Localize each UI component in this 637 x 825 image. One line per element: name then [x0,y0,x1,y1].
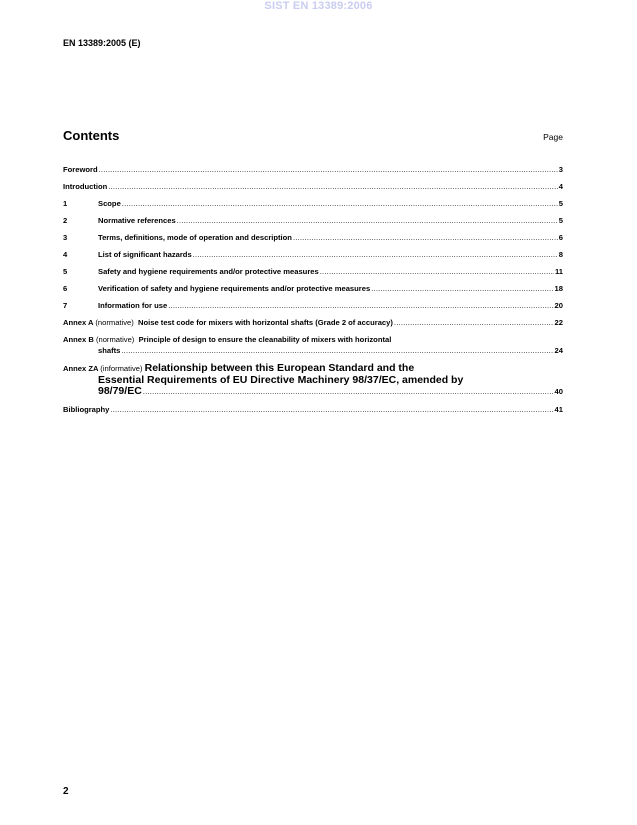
toc-entry-title-cont: 98/79/EC [98,385,142,397]
toc-entry-introduction[interactable] [63,181,563,198]
toc-entry-number: 7 [63,301,68,310]
toc-entry-scope[interactable] [63,198,563,215]
toc-leader [168,300,553,311]
toc-leader [121,345,553,356]
toc-entry-page: 6 [558,233,563,242]
toc-entry-title: Principle of design to ensure the cleanability of mixers with horizontal [138,335,392,344]
toc-entry-title-cont: shafts [98,346,121,355]
toc-leader [293,232,558,243]
annex-type: (normative) [95,318,134,327]
toc-entry-title: Terms, definitions, mode of operation and description [98,233,292,242]
watermark: SIST EN 13389:2006 [264,0,373,12]
toc-entry-title-cont: Essential Requirements of EU Directive Machinery 98/37/EC, amended by [98,374,464,386]
toc-entry-page: 5 [558,216,563,225]
annex-label: Annex A [63,318,94,327]
toc-entry-title: Normative references [98,216,176,225]
toc-entry-title: Introduction [63,182,108,191]
toc-entry-page: 41 [554,405,563,414]
toc-leader [371,283,553,294]
toc-entry-safety-requirements[interactable] [63,266,563,283]
toc-leader [99,164,558,175]
toc-entry-title: Verification of safety and hygiene requirements and/or protective measures [98,284,371,293]
toc-entry-number: 3 [63,233,68,242]
toc-entry-title: Scope [98,199,121,208]
toc-entry-title: Safety and hygiene requirements and/or protective measures [98,267,319,276]
toc-entry-title: Bibliography [63,405,110,414]
toc-leader [143,386,554,397]
toc-leader [394,317,554,328]
toc-leader [110,404,553,415]
table-of-contents [63,164,563,421]
annex-type: (normative) [95,335,135,344]
toc-entry-page: 40 [554,387,563,396]
toc-entry-annex-b[interactable] [63,334,563,357]
annex-label: Annex ZA [63,364,99,373]
toc-entry-page: 24 [554,346,563,355]
annex-label: Annex B [63,335,94,344]
toc-entry-annex-a[interactable] [63,317,563,334]
toc-entry-verification[interactable] [63,283,563,300]
toc-leader [320,266,554,277]
toc-entry-title: List of significant hazards [98,250,192,259]
toc-entry-page: 18 [554,284,563,293]
toc-entry-bibliography[interactable] [63,404,563,421]
toc-entry-page: 8 [558,250,563,259]
toc-leader [177,215,558,226]
document-id: EN 13389:2005 (E) [63,38,141,48]
toc-entry-number: 4 [63,250,68,259]
toc-entry-foreword[interactable] [63,164,563,181]
toc-leader [193,249,558,260]
toc-entry-terms-definitions[interactable] [63,232,563,249]
toc-leader [122,198,558,209]
page-column-label: Page [543,132,563,142]
toc-entry-page: 11 [554,267,563,276]
toc-entry-information-for-use[interactable] [63,300,563,317]
toc-entry-page: 22 [554,318,563,327]
toc-leader [108,181,557,192]
page-title: Contents [63,128,120,143]
toc-entry-title: Noise test code for mixers with horizontal shafts (Grade 2 of accuracy) [138,318,393,327]
toc-entry-number: 1 [63,199,68,208]
toc-entry-number: 2 [63,216,68,225]
toc-entry-page: 3 [558,165,563,174]
toc-entry-title: Foreword [63,165,98,174]
toc-entry-normative-references[interactable] [63,215,563,232]
page-number: 2 [63,786,69,797]
toc-entry-title: Relationship between this European Standard and the [144,362,415,374]
toc-entry-annex-za[interactable] [63,363,563,398]
toc-entry-number: 6 [63,284,68,293]
toc-entry-number: 5 [63,267,68,276]
toc-entry-page: 5 [558,199,563,208]
toc-entry-page: 20 [554,301,563,310]
toc-entry-list-of-hazards[interactable] [63,249,563,266]
toc-entry-title: Information for use [98,301,168,310]
toc-entry-page: 4 [558,182,563,191]
annex-type: (informative) [100,364,143,373]
